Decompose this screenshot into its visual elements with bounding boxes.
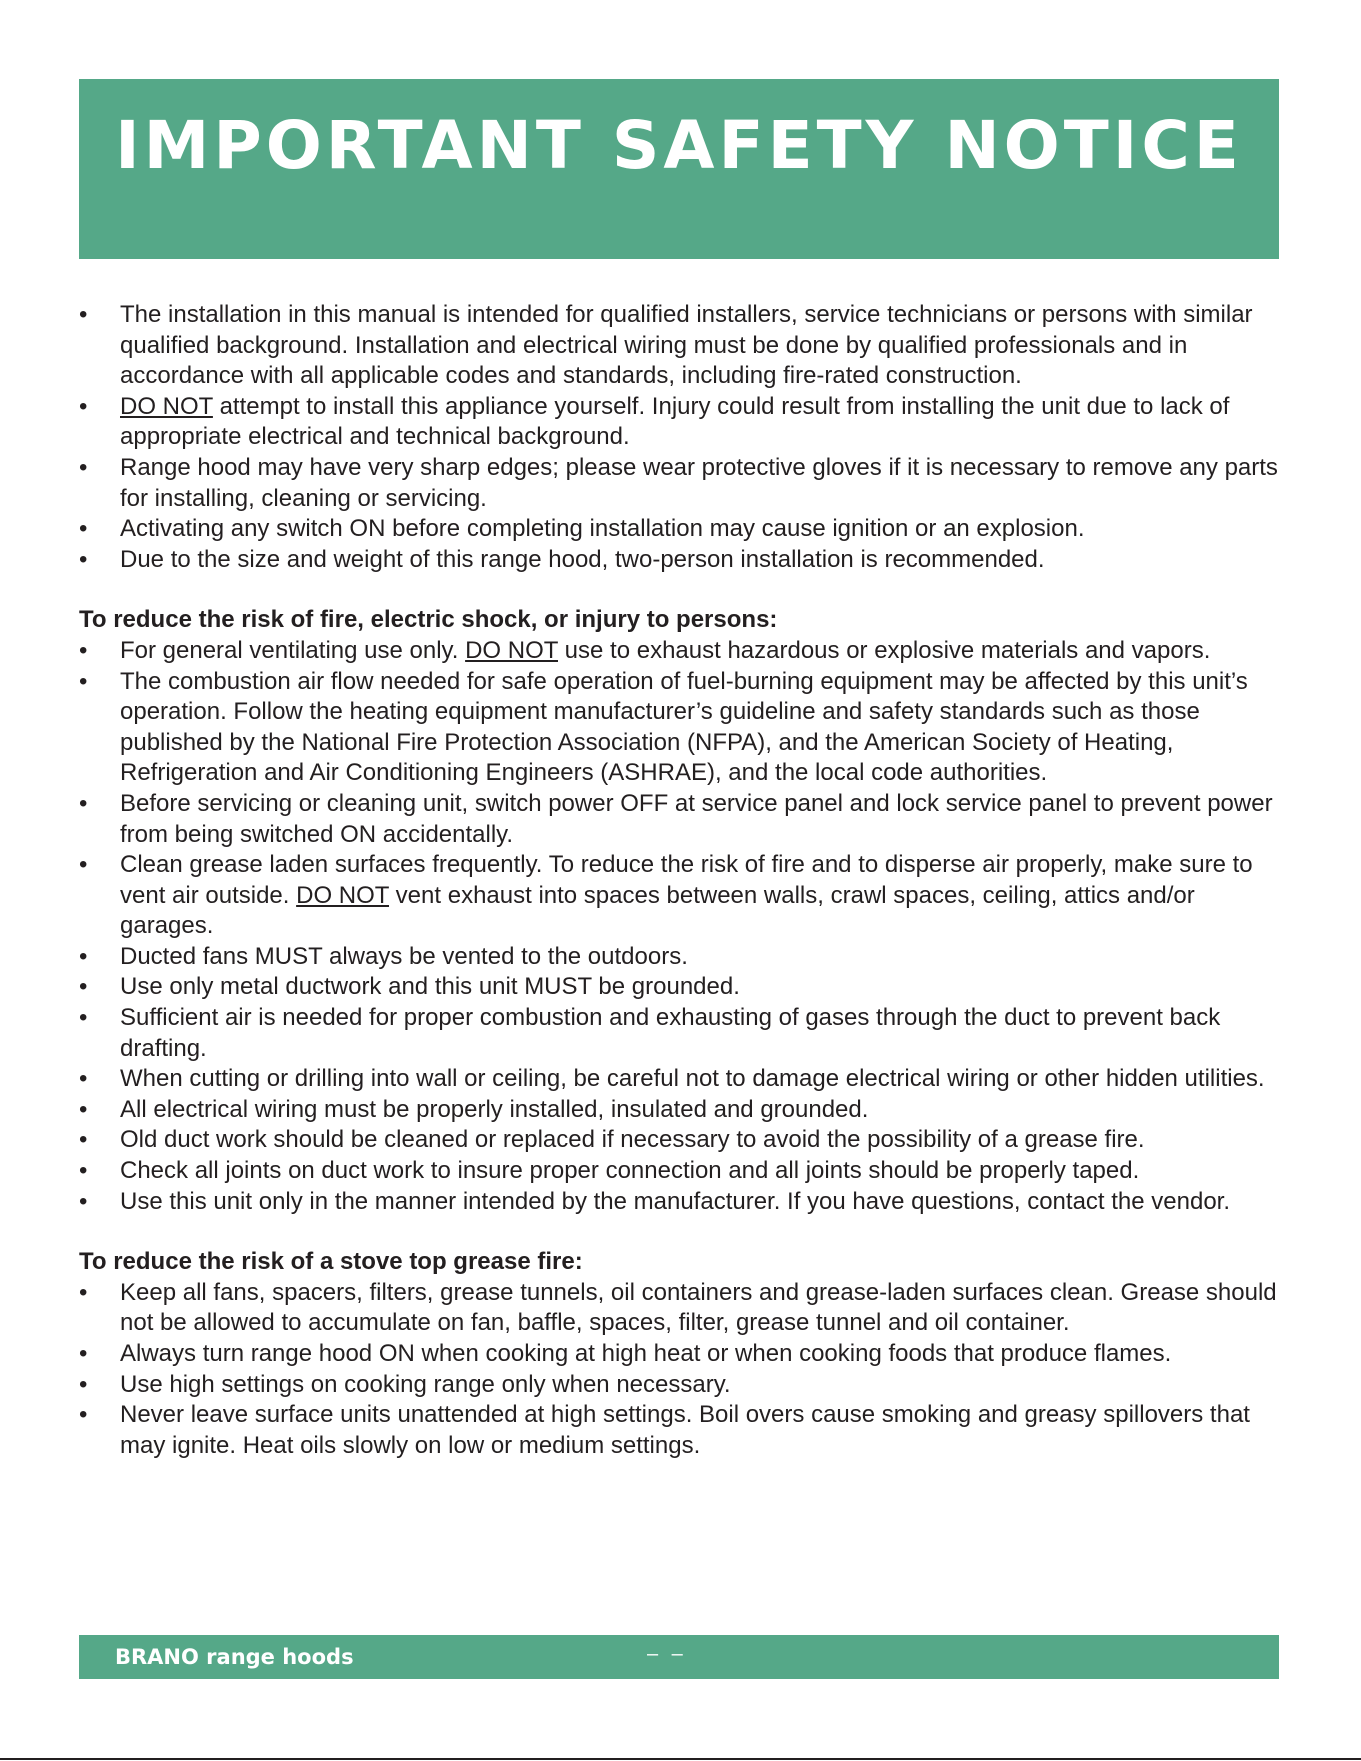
list-item <box>79 392 1279 453</box>
list-item: • Range hood may have very sharp edges; please wear protective gloves if it is necessary to remove any parts for installing, cleaning or servicing. <box>79 453 1279 514</box>
emphasis-do-not: DO NOT <box>296 881 390 909</box>
list-item: • The installation in this manual is intended for qualified installers, service technicians or persons with similar qualified background. Installation and electrical wiring must be done by qualified professionals and in accordance with all applicable codes and standards, including fire-rated construction. <box>79 300 1279 392</box>
list-item: • Sufficient air is needed for proper combustion and exhausting of gases through the duct to prevent back drafting. <box>79 1003 1279 1064</box>
bullet-text: use to exhaust hazardous or explosive materials and vapors. <box>558 636 1211 664</box>
bullet-text: Clean grease laden surfaces frequently. To reduce the risk of fire and to disperse air properly, make sure to vent air outside. <box>120 851 1253 909</box>
bullet-text: vent exhaust into spaces between walls, crawl spaces, ceiling, attics and/or garages. <box>120 881 1195 940</box>
fire-safety-list <box>79 636 1279 1217</box>
list-item: • Always turn range hood ON when cooking at high heat or when cooking foods that produce flames. <box>79 1339 1279 1370</box>
list-item <box>79 636 1279 667</box>
list-item: • Ducted fans MUST always be vented to the outdoors. <box>79 942 1279 973</box>
list-item: • All electrical wiring must be properly installed, insulated and grounded. <box>79 1095 1279 1126</box>
intro-list <box>79 300 1279 575</box>
list-item: • Never leave surface units unattended at high settings. Boil overs cause smoking and greasy spillovers that may ignite. Heat oils slowly on low or medium settings. <box>79 1400 1279 1461</box>
emphasis-do-not: DO NOT <box>120 392 213 420</box>
list-item: • Check all joints on duct work to insure proper connection and all joints should be properly taped. <box>79 1156 1279 1187</box>
emphasis-do-not: DO NOT <box>465 636 558 664</box>
list-item: • The combustion air flow needed for safe operation of fuel-burning equipment may be affected by this unit’s operation. Follow the heating equipment manufacturer’s guideline and safety standards such as those published by the National Fire Protection Association (NFPA), and the American Society of Heating, Refrigeration and Air Conditioning Engineers (ASHRAE), and the local code authorities. <box>79 667 1279 789</box>
list-item: • Due to the size and weight of this range hood, two-person installation is recommended. <box>79 545 1279 576</box>
bullet-text: For general ventilating use only. <box>120 636 466 664</box>
page-title: IMPORTANT SAFETY NOTICE <box>115 107 1243 184</box>
section-heading-fire: To reduce the risk of fire, electric shock, or injury to persons: <box>79 606 778 634</box>
notice-body <box>79 300 1279 1461</box>
section-heading-grease: To reduce the risk of a stove top grease fire: <box>79 1248 583 1276</box>
grease-fire-list <box>79 1278 1279 1462</box>
list-item: • When cutting or drilling into wall or ceiling, be careful not to damage electrical wiring or other hidden utilities. <box>79 1064 1279 1095</box>
list-item: • Before servicing or cleaning unit, switch power OFF at service panel and lock service panel to prevent power from being switched ON accidentally. <box>79 789 1279 850</box>
footer-brand: BRANO range hoods <box>115 1645 354 1669</box>
list-item <box>79 850 1279 942</box>
bottom-divider <box>0 1758 1361 1760</box>
page-number: – – <box>647 1643 687 1665</box>
list-item: • Use high settings on cooking range only when necessary. <box>79 1370 1279 1401</box>
list-item: • Keep all fans, spacers, filters, grease tunnels, oil containers and grease-laden surfaces clean. Grease should not be allowed to accumulate on fan, baffle, spaces, filter, grease tunnel and oil container. <box>79 1278 1279 1339</box>
list-item: • Use only metal ductwork and this unit MUST be grounded. <box>79 972 1279 1003</box>
bullet-text: attempt to install this appliance yourself. Injury could result from installing the unit due to lack of appropriate electrical and technical background. <box>120 392 1230 451</box>
list-item: • Activating any switch ON before completing installation may cause ignition or an explosion. <box>79 514 1279 545</box>
footer-bar <box>79 1635 1279 1679</box>
list-item: • Use this unit only in the manner intended by the manufacturer. If you have questions, contact the vendor. <box>79 1187 1279 1218</box>
title-banner <box>79 79 1279 259</box>
list-item: • Old duct work should be cleaned or replaced if necessary to avoid the possibility of a grease fire. <box>79 1125 1279 1156</box>
